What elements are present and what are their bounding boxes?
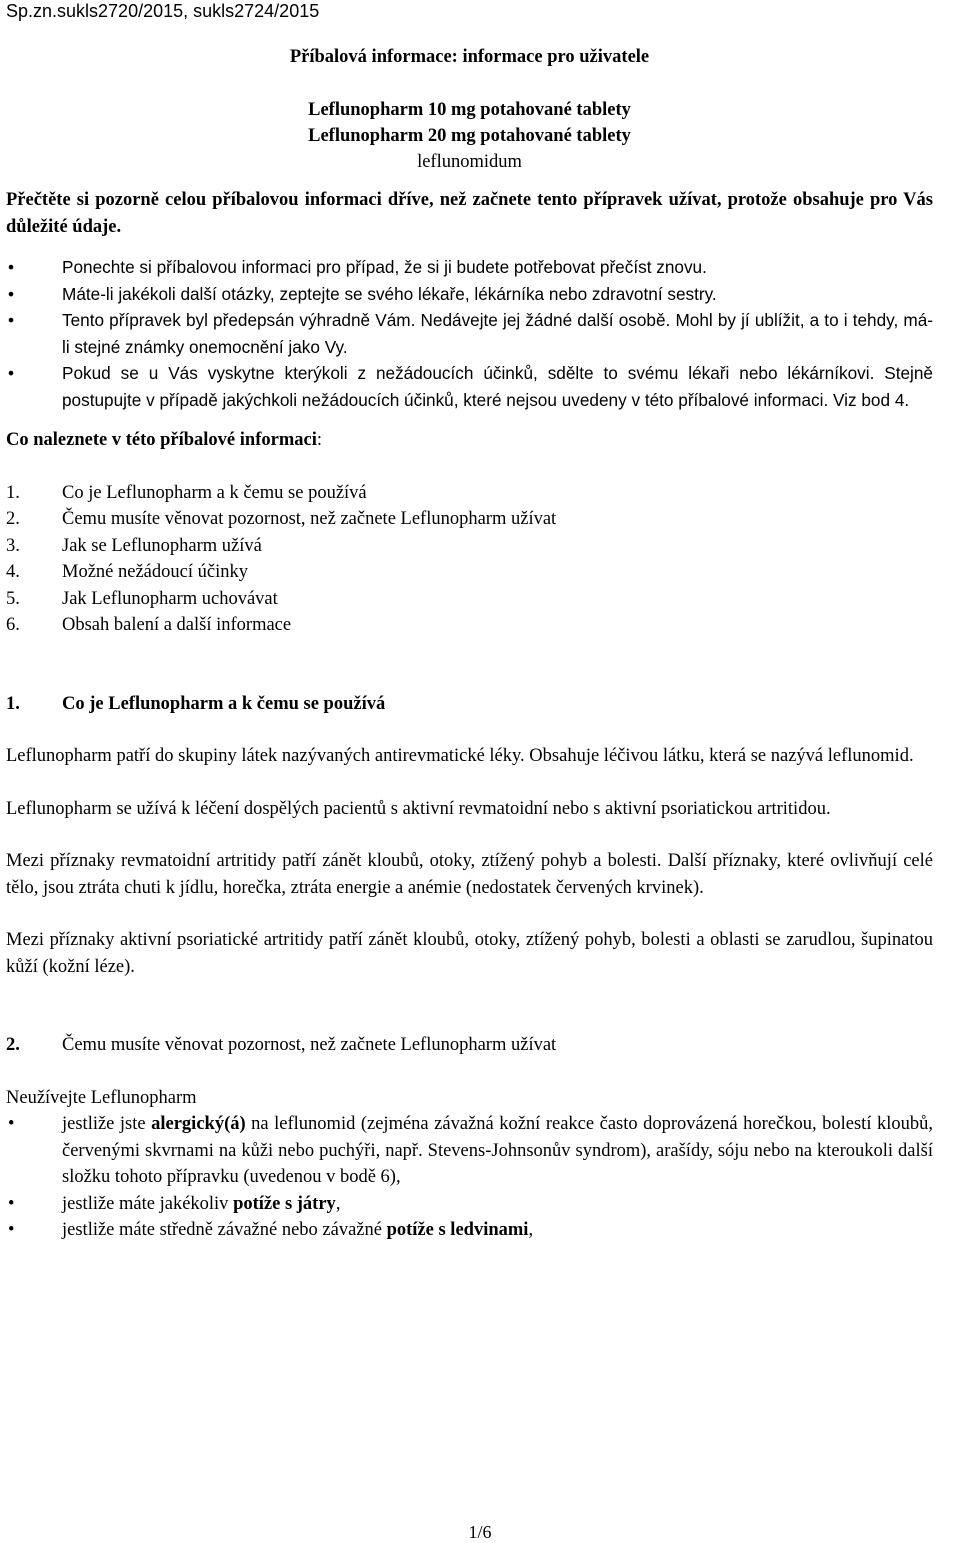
toc-heading: Co naleznete v této příbalové informaci:: [6, 430, 322, 450]
toc-item: 4. Možné nežádoucí účinky: [6, 562, 248, 582]
list-item: • jestliže jste alergický(á) na leflunomid (zejména závažná kožní reakce často doprovázená horečkou, bolestí kloubů, červenými skvrnami na kůži nebo puchýři, např. Stevens-Johnsonův syndrom), arašídy, sóju nebo na kteroukoli další složku tohoto přípravku (uvedenou v bodě 6),: [6, 1111, 933, 1191]
section-1-paragraph: Mezi příznaky aktivní psoriatické artritidy patří zánět kloubů, otoky, ztížený pohyb, bolesti a oblasti se zarudlou, šupinatou kůží (kožní léze).: [6, 930, 933, 977]
bullet-icon: •: [8, 1114, 15, 1134]
intro-warning: Přečtěte si pozorně celou příbalovou informaci dříve, než začnete tento přípravek užívat, protože obsahuje pro Vás důležité údaje.: [6, 190, 933, 237]
section-1-paragraph: Leflunopharm patří do skupiny látek nazývaných antirevmatické léky. Obsahuje léčivou látku, která se nazývá leflunomid.: [6, 746, 914, 766]
section-1-paragraph: Leflunopharm se užívá k léčení dospělých pacientů s aktivní revmatoidní nebo s aktivní psoriatickou artritidou.: [6, 798, 831, 819]
contraindications-list: [6, 1111, 933, 1244]
list-item: • Ponechte si příbalovou informaci pro případ, že si ji budete potřebovat přečíst znovu.: [6, 254, 933, 281]
document-reference: Sp.zn.sukls2720/2015, sukls2724/2015: [6, 1, 320, 21]
bullet-icon: •: [8, 283, 15, 304]
contraindications-subheading: Neužívejte Leflunopharm: [6, 1087, 197, 1108]
section-1-paragraph: Mezi příznaky revmatoidní artritidy patří zánět kloubů, otoky, ztížený pohyb a bolesti. Další příznaky, které ovlivňují celé tělo, jsou ztráta chuti k jídlu, horečka, ztráta energie a anémie (nedostatek červených krvinek).: [6, 851, 933, 898]
bullet-icon: •: [8, 363, 15, 383]
bullet-icon: •: [8, 1220, 15, 1240]
toc-list: [6, 480, 933, 639]
toc-item: 6. Obsah balení a další informace: [6, 615, 292, 635]
section-1-heading: 1. Co je Leflunopharm a k čemu se používá: [6, 693, 386, 714]
list-item: • jestliže máte jakékoliv potíže s játry,: [6, 1191, 933, 1218]
product-name-20mg: Leflunopharm 20 mg potahované tablety: [308, 126, 631, 146]
list-item: • Tento přípravek byl předepsán výhradně Vám. Nedávejte jej žádné další osobě. Mohl by jí ublížit, a to i tehdy, má-li stejné známky onemocnění jako Vy.: [6, 307, 933, 360]
leaflet-header: [6, 44, 933, 175]
toc-item: 2. Čemu musíte věnovat pozornost, než začnete Leflunopharm užívat: [6, 509, 557, 529]
list-item: • jestliže máte středně závažné nebo závažné potíže s ledvinami,: [6, 1217, 933, 1244]
toc-item: 3. Jak se Leflunopharm užívá: [6, 535, 262, 556]
section-2-heading: 2. Čemu musíte věnovat pozornost, než začnete Leflunopharm užívat: [6, 1035, 557, 1055]
list-item: • Máte-li jakékoli další otázky, zeptejte se svého lékaře, lékárníka nebo zdravotní sestry.: [6, 281, 933, 308]
toc-item: 1. Co je Leflunopharm a k čemu se používá: [6, 482, 367, 503]
bullet-icon: •: [8, 257, 15, 277]
bullet-icon: •: [8, 1193, 15, 1214]
bullet-icon: •: [8, 310, 15, 330]
active-substance: leflunomidum: [417, 152, 522, 172]
list-item: • Pokud se u Vás vyskytne kterýkoli z nežádoucích účinků, sdělte to svému lékaři nebo lékárníkovi. Stejně postupujte v případě jakýchkoli nežádoucích účinků, které nejsou uvedeny v této příbalové informaci. Viz bod 4.: [6, 360, 933, 413]
toc-item: 5. Jak Leflunopharm uchovávat: [6, 588, 278, 609]
intro-bullet-list: [6, 254, 933, 413]
leaflet-title: Příbalová informace: informace pro uživatele: [289, 47, 650, 67]
leaflet-page: [6, 44, 933, 1244]
product-name-10mg: Leflunopharm 10 mg potahované tablety: [308, 100, 631, 120]
page-number: 1/6: [468, 1522, 492, 1542]
